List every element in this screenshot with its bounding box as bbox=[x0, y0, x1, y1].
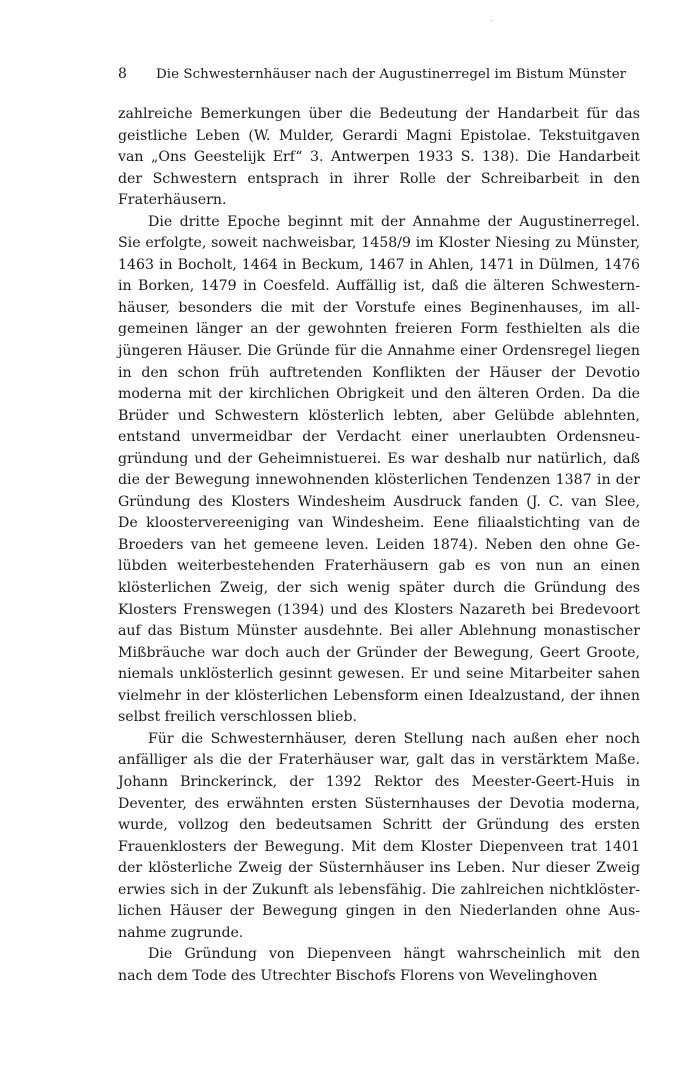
text-line: Mißbräuche war doch auch der Gründer der Bewegung, Geert Groote, bbox=[118, 644, 640, 661]
text-line: auf das Bistum Münster ausdehnte. Bei aller Ablehnung monastischer bbox=[118, 623, 640, 640]
text-line: der klösterliche Zweig der Süsternhäuser ins Leben. Nur dieser Zweig bbox=[118, 860, 640, 877]
text-line: der Schwestern entsprach in ihrer Rolle der Schreibarbeit in den bbox=[118, 170, 640, 187]
paragraph bbox=[118, 212, 640, 729]
text-line: selbst freilich verschlossen blieb. bbox=[118, 709, 358, 726]
text-line: Johann Brinckerinck, der 1392 Rektor des Meester-Geert-Huis in bbox=[118, 773, 640, 790]
text-line: Frauenklosters der Bewegung. Mit dem Kloster Diepenveen trat 1401 bbox=[118, 838, 640, 855]
text-line: Gründung des Klosters Windesheim Ausdruck fanden (J. C. van Slee, bbox=[118, 493, 640, 510]
text-line: gemeinen länger an der gewohnten freieren Form festhielten als die bbox=[118, 321, 640, 338]
paragraph bbox=[118, 944, 640, 987]
text-line: Broeders van het gemeene leven. Leiden 1874). Neben den ohne Ge- bbox=[118, 536, 640, 553]
text-line: in Borken, 1479 in Coesfeld. Auffällig ist, daß die älteren Schwestern- bbox=[118, 278, 640, 295]
text-line: vielmehr in der klösterlichen Lebensform einen Idealzustand, der ihnen bbox=[118, 687, 640, 704]
text-line: moderna mit der kirchlichen Obrigkeit und den älteren Orden. Da die bbox=[118, 386, 640, 403]
body-text bbox=[118, 104, 640, 987]
text-line: wurde, vollzog den bedeutsamen Schritt der Gründung des ersten bbox=[118, 817, 640, 834]
text-line: erwies sich in der Zukunft als lebensfähig. Die zahlreichen nichtklöster- bbox=[118, 881, 640, 898]
text-line: niemals unklösterlich gesinnt gewesen. Er und seine Mitarbeiter sahen bbox=[118, 666, 640, 683]
text-line: zahlreiche Bemerkungen über die Bedeutung der Handarbeit für das bbox=[118, 106, 640, 122]
paragraph bbox=[118, 104, 640, 212]
text-line: van „Ons Geestelijk Erf“ 3. Antwerpen 1933 S. 138). Die Handarbeit bbox=[118, 149, 640, 166]
text-line: Deventer, des erwähnten ersten Süsternhauses der Devotia moderna, bbox=[118, 795, 640, 812]
text-line: Die dritte Epoche beginnt mit der Annahme der Augustinerregel. bbox=[148, 213, 640, 230]
text-line: Die Gründung von Diepenveen hängt wahrscheinlich mit den bbox=[148, 946, 640, 963]
text-line: nach dem Tode des Utrechter Bischofs Florens von Wevelinghoven bbox=[118, 967, 598, 984]
text-line: Sie erfolgte, soweit nachweisbar, 1458/9 im Kloster Niesing zu Münster, bbox=[118, 235, 640, 252]
text-line: lichen Häuser der Bewegung gingen in den Niederlanden ohne Aus- bbox=[118, 903, 640, 920]
scan-speck bbox=[491, 20, 492, 21]
text-line: entstand unvermeidbar der Verdacht einer unerlaubten Ordensneu- bbox=[118, 429, 640, 446]
text-line: 1463 in Bocholt, 1464 in Beckum, 1467 in Ahlen, 1471 in Dülmen, 1476 bbox=[118, 256, 640, 273]
text-line: häuser, besonders die mit der Vorstufe eines Beginenhauses, im all- bbox=[118, 299, 640, 316]
running-title: Die Schwesternhäuser nach der Augustinerregel im Bistum Münster bbox=[156, 67, 627, 82]
text-line: De kloostervereeniging van Windesheim. Eene filiaalstichting van de bbox=[118, 515, 640, 532]
text-line: klösterlichen Zweig, der sich wenig später durch die Gründung des bbox=[118, 580, 640, 597]
page-number: 8 bbox=[118, 66, 127, 82]
text-line: geistliche Leben (W. Mulder, Gerardi Magni Epistolae. Tekstuitgaven bbox=[118, 127, 640, 144]
running-header bbox=[118, 66, 638, 82]
text-line: die der Bewegung innewohnenden klösterlichen Tendenzen 1387 in der bbox=[118, 472, 640, 489]
text-line: Klosters Frenswegen (1394) und des Klosters Nazareth bei Bredevoort bbox=[118, 601, 640, 618]
text-line: anfälliger als die der Fraterhäuser war, galt das in verstärktem Maße. bbox=[118, 752, 640, 769]
paragraph bbox=[118, 729, 640, 944]
text-line: jüngeren Häuser. Die Gründe für die Annahme einer Ordensregel liegen bbox=[118, 343, 640, 360]
text-line: lübden weiterbestehenden Fraterhäusern gab es von nun an einen bbox=[118, 558, 640, 575]
text-line: Fraterhäusern. bbox=[118, 192, 227, 209]
text-line: Für die Schwesternhäuser, deren Stellung nach außen eher noch bbox=[148, 730, 640, 747]
text-line: Brüder und Schwestern klösterlich lebten, aber Gelübde ablehnten, bbox=[118, 407, 640, 424]
text-line: in den schon früh auftretenden Konflikten der Häuser der Devotio bbox=[118, 364, 640, 381]
text-line: nahme zugrunde. bbox=[118, 924, 244, 941]
text-line: gründung und der Geheimnistuerei. Es war deshalb nur natürlich, daß bbox=[118, 450, 640, 467]
